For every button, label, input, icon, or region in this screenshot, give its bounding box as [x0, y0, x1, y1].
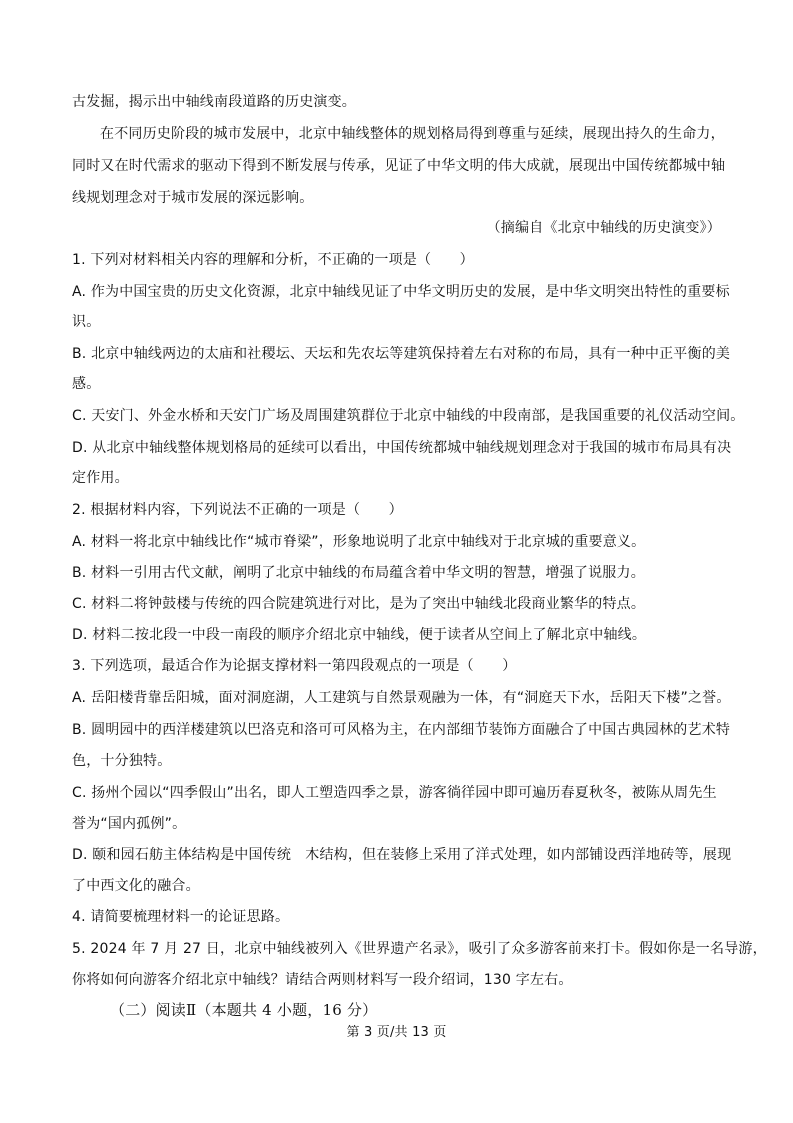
q2-option-c: C. 材料二将钟鼓楼与传统的四合院建筑进行对比，是为了突出中轴线北段商业繁华的特点。: [72, 596, 646, 612]
q2-stem: 2. 根据材料内容，下列说法不正确的一项是（ ）: [72, 502, 403, 518]
material-source: （摘编自《北京中轴线的历史演变》）: [486, 220, 721, 236]
q2-option-d: D. 材料二按北段一中段一南段的顺序介绍北京中轴线，便于读者从空间上了解北京中轴线。: [72, 627, 647, 643]
q3-option-b-line1: B. 圆明园中的西洋楼建筑以巴洛克和洛可可风格为主，在内部细节装饰方面融合了中国古典园林的艺术特: [72, 722, 731, 738]
q1-option-a-line1: A. 作为中国宝贵的历史文化资源，北京中轴线见证了中华文明历史的发展，是中华文明突出特性的重要标: [72, 284, 730, 300]
q3-stem: 3. 下列选项，最适合作为论据支撑材料一第四段观点的一项是（ ）: [72, 658, 517, 674]
q1-stem: 1. 下列对材料相关内容的理解和分析，不正确的一项是（ ）: [72, 252, 474, 268]
q5-line-2: 你将如何向游客介绍北京中轴线？请结合两则材料写一段介绍词，130 字左右。: [72, 972, 573, 988]
q4-stem: 4. 请简要梳理材料一的论证思路。: [72, 909, 290, 925]
material-line-1: 古发掘，揭示出中轴线南段道路的历史演变。: [72, 94, 356, 110]
q3-option-a: A. 岳阳楼背靠岳阳城，面对洞庭湖，人工建筑与自然景观融为一体，有“洞庭天下水，岳阳天下楼”之誉。: [72, 690, 731, 706]
q1-option-a-line2: 识。: [72, 314, 101, 330]
q1-option-b-line1: B. 北京中轴线两边的太庙和社稷坛、天坛和先农坛等建筑保持着左右对称的布局，具有一种中正平衡的美: [72, 346, 731, 362]
q5-line-1: 5. 2024 年 7 月 27 日，北京中轴线被列入《世界遗产名录》，吸引了众多游客前来打卡。假如你是一名导游，: [72, 941, 767, 957]
q3-option-c-line1: C. 扬州个园以“四季假山”出名，即人工塑造四季之景，游客徜徉园中即可遍历春夏秋冬，被陈从周先生: [72, 785, 717, 801]
q1-option-b-line2: 感。: [72, 376, 101, 392]
q3-option-c-line2: 誉为“国内孤例”。: [72, 816, 187, 832]
q2-option-b: B. 材料一引用古代文献，阐明了北京中轴线的布局蕴含着中华文明的智慧，增强了说服力。: [72, 565, 645, 581]
q3-option-d-line1: D. 颐和园石舫主体结构是中国传统 木结构，但在装修上采用了洋式处理，如内部铺设西洋地砖等，展现: [72, 847, 732, 863]
q2-option-a: A. 材料一将北京中轴线比作“城市脊梁”，形象地说明了北京中轴线对于北京城的重要意义。: [72, 534, 646, 550]
q3-option-b-line2: 色，十分独特。: [72, 753, 172, 769]
material-line-4: 线规划理念对于城市发展的深远影响。: [72, 190, 314, 206]
q1-option-c: C. 天安门、外金水桥和天安门广场及周围建筑群位于北京中轴线的中段南部，是我国重要的礼仪活动空间。: [72, 408, 745, 424]
q1-option-d-line1: D. 从北京中轴线整体规划格局的延续可以看出，中国传统都城中轴线规划理念对于我国的城市布局具有决: [72, 440, 732, 456]
section-heading: （二）阅读Ⅱ（本题共 4 小题，16 分）: [110, 1001, 378, 1019]
q3-option-d-line2: 了中西文化的融合。: [72, 878, 200, 894]
q1-option-d-line2: 定作用。: [72, 470, 129, 486]
material-line-2: 在不同历史阶段的城市发展中，北京中轴线整体的规划格局得到尊重与延续，展现出持久的生命力，: [100, 126, 725, 142]
material-line-3: 同时又在时代需求的驱动下得到不断发展与传承，见证了中华文明的伟大成就，展现出中国传统都城中轴: [72, 158, 726, 174]
page-footer: 第 3 页/共 13 页: [346, 1025, 447, 1040]
